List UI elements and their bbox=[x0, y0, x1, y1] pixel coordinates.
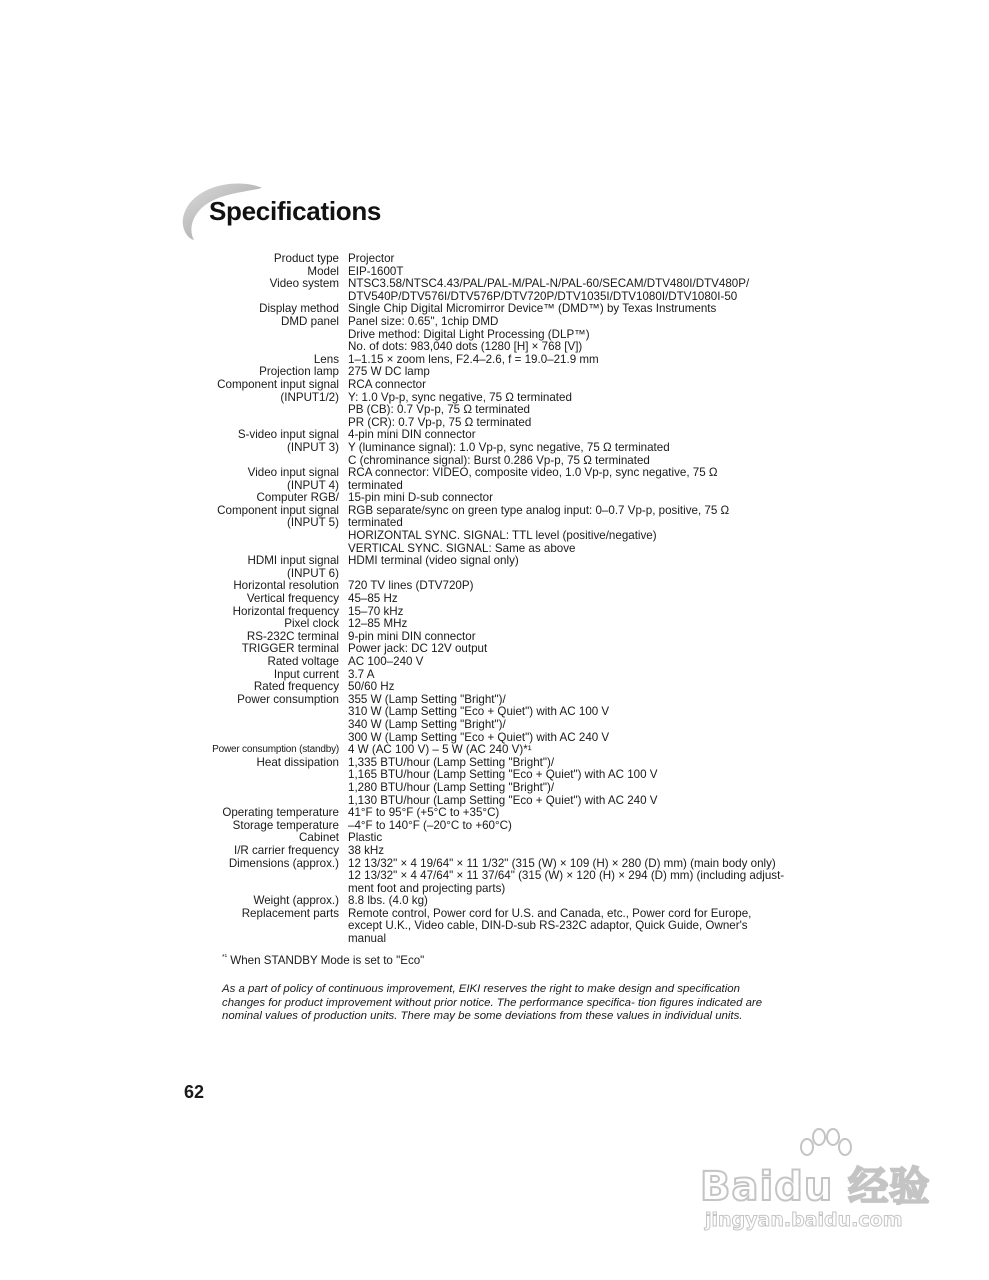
spec-value: 4-pin mini DIN connector Y (luminance signal): 1.0 Vp-p, sync negative, 75 Ω terminated C (chrominance signal): Burst 0.286 Vp-p, 75 Ω terminated bbox=[348, 428, 670, 467]
spec-label: I/R carrier frequency bbox=[233, 843, 339, 857]
spec-value: 8.8 lbs. (4.0 kg) bbox=[348, 894, 428, 908]
spec-label: Weight (approx.) bbox=[253, 894, 339, 908]
spec-value: Power jack: DC 12V output bbox=[348, 642, 488, 656]
spec-value: 38 kHz bbox=[348, 843, 385, 857]
spec-label: Video system bbox=[269, 277, 339, 291]
footnote-text: When STANDBY Mode is set to "Eco" bbox=[227, 954, 425, 967]
spec-label: Horizontal resolution bbox=[233, 579, 339, 593]
spec-row bbox=[205, 820, 785, 833]
spec-label: TRIGGER terminal bbox=[241, 642, 339, 656]
spec-value: 355 W (Lamp Setting "Bright")/ 310 W (Lamp Setting "Eco + Quiet") with AC 100 V 340 W (Lamp Setting "Bright")/ 300 W (Lamp Setting "Eco + Quiet") with AC 240 V bbox=[348, 692, 610, 744]
spec-value: Projector bbox=[348, 252, 395, 265]
spec-label: Product type bbox=[273, 252, 339, 265]
spec-label: Projection lamp bbox=[259, 365, 339, 379]
spec-value: 1–1.15 × zoom lens, F2.4–2.6, f = 19.0–21.9 mm bbox=[348, 352, 599, 366]
spec-value: 12 13/32" × 4 19/64" × 11 1/32" (315 (W) × 109 (H) × 280 (D) mm) (main body only) 12 13/32" × 4 47/64" × 11 37/64" (315 (W) × 120 (H) × 294 (D) mm) (including adjust- ment foot and projecting parts) bbox=[348, 856, 785, 895]
watermark-logo-text: Baidu 经验 bbox=[700, 1164, 931, 1210]
spec-value: Panel size: 0.65", 1chip DMD Drive method: Digital Light Processing (DLP™) No. of dots: 983,040 dots (1280 [H] × 768 [V]) bbox=[348, 314, 590, 354]
spec-value: 720 TV lines (DTV720P) bbox=[348, 579, 474, 593]
spec-row bbox=[205, 379, 785, 429]
spec-label: Rated frequency bbox=[253, 680, 339, 694]
spec-value: NTSC3.58/NTSC4.43/PAL/PAL-M/PAL-N/PAL-60/SECAM/DTV480I/DTV480P/ DTV540P/DTV576I/DTV576P/DTV720P/DTV1035I/DTV1080I/DTV1080I-50 bbox=[348, 277, 750, 303]
spec-value: 9-pin mini DIN connector bbox=[348, 629, 476, 643]
spec-label: Heat dissipation bbox=[256, 755, 339, 769]
page-title: Specifications bbox=[209, 196, 382, 226]
spec-value: 12–85 MHz bbox=[348, 617, 408, 631]
spec-row bbox=[205, 593, 785, 606]
spec-value: HDMI terminal (video signal only) bbox=[348, 554, 519, 568]
spec-label: Power consumption bbox=[237, 692, 339, 706]
spec-label: Rated voltage bbox=[267, 655, 339, 668]
spec-row bbox=[205, 467, 785, 492]
page-number: 62 bbox=[184, 1082, 205, 1102]
spec-value: 3.7 A bbox=[348, 667, 375, 681]
spec-row bbox=[205, 694, 785, 744]
spec-label: Storage temperature bbox=[232, 818, 339, 832]
spec-label: Vertical frequency bbox=[246, 592, 339, 606]
spec-row bbox=[205, 656, 785, 669]
spec-label: HDMI input signal (INPUT 6) bbox=[247, 554, 339, 580]
spec-row bbox=[205, 895, 785, 908]
spec-label: Component input signal (INPUT1/2) bbox=[217, 377, 339, 404]
spec-value: Single Chip Digital Micromirror Device™ (DMD™) by Texas Instruments bbox=[348, 302, 717, 316]
spec-row bbox=[205, 744, 785, 757]
spec-label: Dimensions (approx.) bbox=[228, 856, 339, 870]
spec-label: Computer RGB/ Component input signal (INPUT 5) bbox=[217, 491, 339, 530]
spec-value: 50/60 Hz bbox=[348, 680, 395, 694]
spec-label: Display method bbox=[259, 302, 339, 316]
spec-label: Operating temperature bbox=[222, 806, 339, 820]
spec-label: Model bbox=[307, 264, 339, 278]
footnote bbox=[222, 954, 424, 967]
spec-value: AC 100–240 V bbox=[348, 655, 424, 668]
spec-row bbox=[205, 845, 785, 858]
spec-row bbox=[205, 316, 785, 354]
spec-value: 15-pin mini D-sub connector RGB separate/sync on green type analog input: 0–0.7 Vp-p, positive, 75 Ω terminated HORIZONTAL SYNC. SIGNAL: TTL level (positive/negative) VERTICAL SYNC. SIGNAL: Same as above bbox=[348, 491, 730, 555]
spec-label: Lens bbox=[313, 352, 339, 366]
title-block bbox=[180, 182, 510, 240]
spec-row bbox=[205, 908, 785, 946]
spec-value: RCA connector: VIDEO, composite video, 1.0 Vp-p, sync negative, 75 Ω terminated bbox=[348, 466, 718, 492]
spec-label: RS-232C terminal bbox=[246, 629, 339, 643]
spec-label: Pixel clock bbox=[284, 617, 339, 631]
spec-row bbox=[205, 618, 785, 631]
spec-value: RCA connector Y: 1.0 Vp-p, sync negative, 75 Ω terminated PB (CB): 0.7 Vp-p, 75 Ω terminated PR (CR): 0.7 Vp-p, 75 Ω terminated bbox=[348, 377, 572, 429]
spec-value: 15–70 kHz bbox=[348, 604, 404, 618]
specifications-table bbox=[205, 253, 785, 946]
spec-value: 41°F to 95°F (+5°C to +35°C) bbox=[348, 806, 500, 820]
spec-label: DMD panel bbox=[281, 314, 339, 328]
spec-value: Remote control, Power cord for U.S. and Canada, etc., Power cord for Europe, except U.K., Video cable, DIN-D-sub RS-232C adaptor, Quick Guide, Owner's manual bbox=[348, 906, 752, 946]
spec-row bbox=[205, 681, 785, 694]
spec-label: S-video input signal (INPUT 3) bbox=[237, 428, 339, 454]
spec-value: EIP-1600T bbox=[348, 264, 404, 278]
spec-label: Power consumption (standby) bbox=[212, 744, 339, 756]
spec-row bbox=[205, 555, 785, 580]
spec-row bbox=[205, 807, 785, 820]
spec-label: Replacement parts bbox=[241, 906, 339, 920]
spec-row bbox=[205, 429, 785, 467]
baidu-watermark bbox=[700, 1125, 950, 1245]
spec-label: Horizontal frequency bbox=[232, 604, 339, 618]
spec-row bbox=[205, 278, 785, 303]
spec-value: 4 W (AC 100 V) – 5 W (AC 240 V)*¹ bbox=[348, 743, 532, 757]
watermark-url: jingyan.baidu.com bbox=[705, 1209, 903, 1231]
spec-value: 1,335 BTU/hour (Lamp Setting "Bright")/ 1,165 BTU/hour (Lamp Setting "Eco + Quiet") with AC 100 V 1,280 BTU/hour (Lamp Setting "Bright")/ 1,130 BTU/hour (Lamp Setting "Eco + Quiet") with AC 240 V bbox=[348, 755, 658, 807]
spec-row bbox=[205, 757, 785, 807]
disclaimer-text: As a part of policy of continuous improvement, EIKI reserves the right to make design and specification changes for product improvement without prior notice. The performance specifica- tion figures indicated are nominal values of production units. There may be some deviations from these values in individual units. bbox=[222, 983, 763, 1022]
spec-label: Input current bbox=[273, 667, 339, 681]
spec-value: 45–85 Hz bbox=[348, 592, 398, 606]
spec-row bbox=[205, 253, 785, 266]
spec-label: Video input signal (INPUT 4) bbox=[247, 466, 339, 492]
spec-value: –4°F to 140°F (–20°C to +60°C) bbox=[348, 818, 512, 832]
spec-label: Cabinet bbox=[299, 831, 339, 845]
spec-row bbox=[205, 858, 785, 896]
footnote-mark: *¹ bbox=[222, 954, 228, 962]
spec-row bbox=[205, 492, 785, 555]
spec-value: 275 W DC lamp bbox=[348, 365, 430, 379]
spec-value: Plastic bbox=[348, 831, 383, 845]
